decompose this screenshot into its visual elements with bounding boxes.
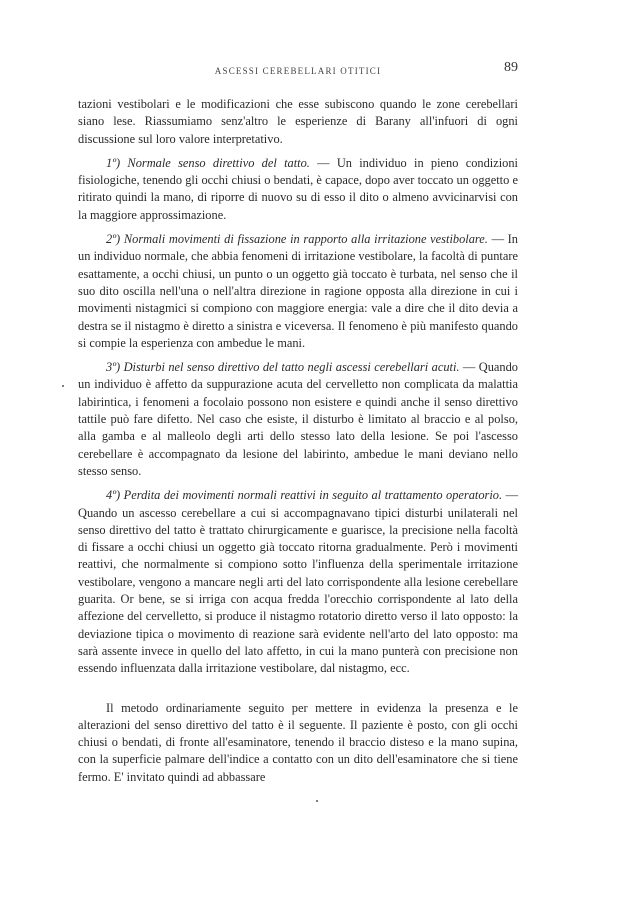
section-heading: 3º) Disturbi nel senso direttivo del tatto negli ascessi cerebellari acuti. — [106, 360, 460, 375]
paragraph-section-3 — [78, 359, 518, 480]
section-heading: 2º) Normali movimenti di fissazione in rapporto alla irritazione vestibolare. — [106, 232, 488, 247]
paragraph-text: — Quando un individuo è affetto da suppurazione acuta del cervelletto non complicata da malattia labirintica, i fenomeni a focolaio possono non esistere e quindi anche il senso direttivo tattile può fare difetto. Nel caso che esiste, il disturbo è limitato al braccio e al polso, alla gamba e al malleolo degli arti dello stesso lato della lesione. Se poi l'ascesso cerebellare è accompagnato da lesione del labirinto, ambedue le mani deviano nello stesso senso. — [78, 360, 518, 478]
body-text — [78, 96, 518, 786]
paragraph-text: — In un individuo normale, che abbia fenomeni di irritazione vestibolare, la facoltà di puntare esattamente, a occhi chiusi, un punto o un oggetto già toccato è turbata, nel senso che il suo dito oscilla nell'una o nell'altra direzione in ragione opposta alla direzione in cui i movimenti nistagmici si compiono con maggiore energia: vale a dire che il dito devia a destra se il nistagmo è diretto a sinistra e viceversa. Il fenomeno è più manifesto quando si compie la esperienza con ambedue le mani. — [78, 232, 518, 350]
paragraph-continuation — [78, 96, 518, 148]
paragraph-text: tazioni vestibolari e le modificazioni che esse subiscono quando le zone cerebellari siano lese. Riassumiamo senz'altro le esperienze di Barany all'infuori di ogni discussione sul loro valore interpretativo. — [78, 97, 518, 146]
speck-mark — [62, 385, 64, 387]
speck-mark — [316, 800, 318, 802]
paragraph-section-1 — [78, 155, 518, 224]
paragraph-text: Il metodo ordinariamente seguito per mettere in evidenza la presenza e le alterazioni del senso direttivo del tatto è il seguente. Il paziente è posto, con gli occhi chiusi o bendati, di fronte all'esaminatore, tenendo il braccio disteso e la mano supina, con la superficie palmare dell'indice a contatto con un dito dell'esaminatore che si tiene fermo. E' invitato quindi ad abbassare — [78, 700, 518, 784]
paragraph-section-4 — [78, 487, 518, 677]
paragraph-section-2 — [78, 231, 518, 352]
paragraph-text: — Un individuo in pieno condizioni fisiologiche, tenendo gli occhi chiusi o bendati, è capace, dopo aver toccato un oggetto e ritirato quindi la mano, di riporre di nuovo su di esso il dito o almeno avvicinarvisi con la maggiore approssimazione. — [78, 155, 519, 222]
paragraph-method — [78, 700, 518, 786]
page-number: 89 — [504, 60, 518, 75]
section-heading: 1º) Normale senso direttivo del tatto. — [106, 155, 310, 170]
paragraph-text: — Quando un ascesso cerebellare a cui si accompagnavano tipici disturbi unilaterali nel senso direttivo del tatto è trattato chirurgicamente e guarisce, la precisione nella facoltà di fissare a occhi chiusi un oggetto già toccato ritorna gradualmente. Però i movimenti reattivi, che normalmente si compiono sotto l'influenza della sperimentale irritazione vestibolare, vengono a mancare negli arti del lato corrispondente alla lesione cerebellare guarita. Or bene, se si irriga con acqua fredda l'orecchio corrispondente al lato della affezione del cervelletto, si produce il nistagmo rotatorio diretto verso il lato opposto: la deviazione tipica o movimento di reazione sarà evidente nell'arto del lato opposto: ma sarà assente invece in quello del lato affetto, in cui la mano punterà con precisione non essendo influenzata dalla irritazione vestibolare, dal nistagmo, ecc. — [78, 488, 518, 676]
page-header — [78, 60, 518, 80]
running-head: ASCESSI CEREBELLARI OTITICI — [214, 66, 382, 76]
section-heading: 4º) Perdita dei movimenti normali reattivi in seguito al trattamento operatorio. — [106, 488, 503, 503]
